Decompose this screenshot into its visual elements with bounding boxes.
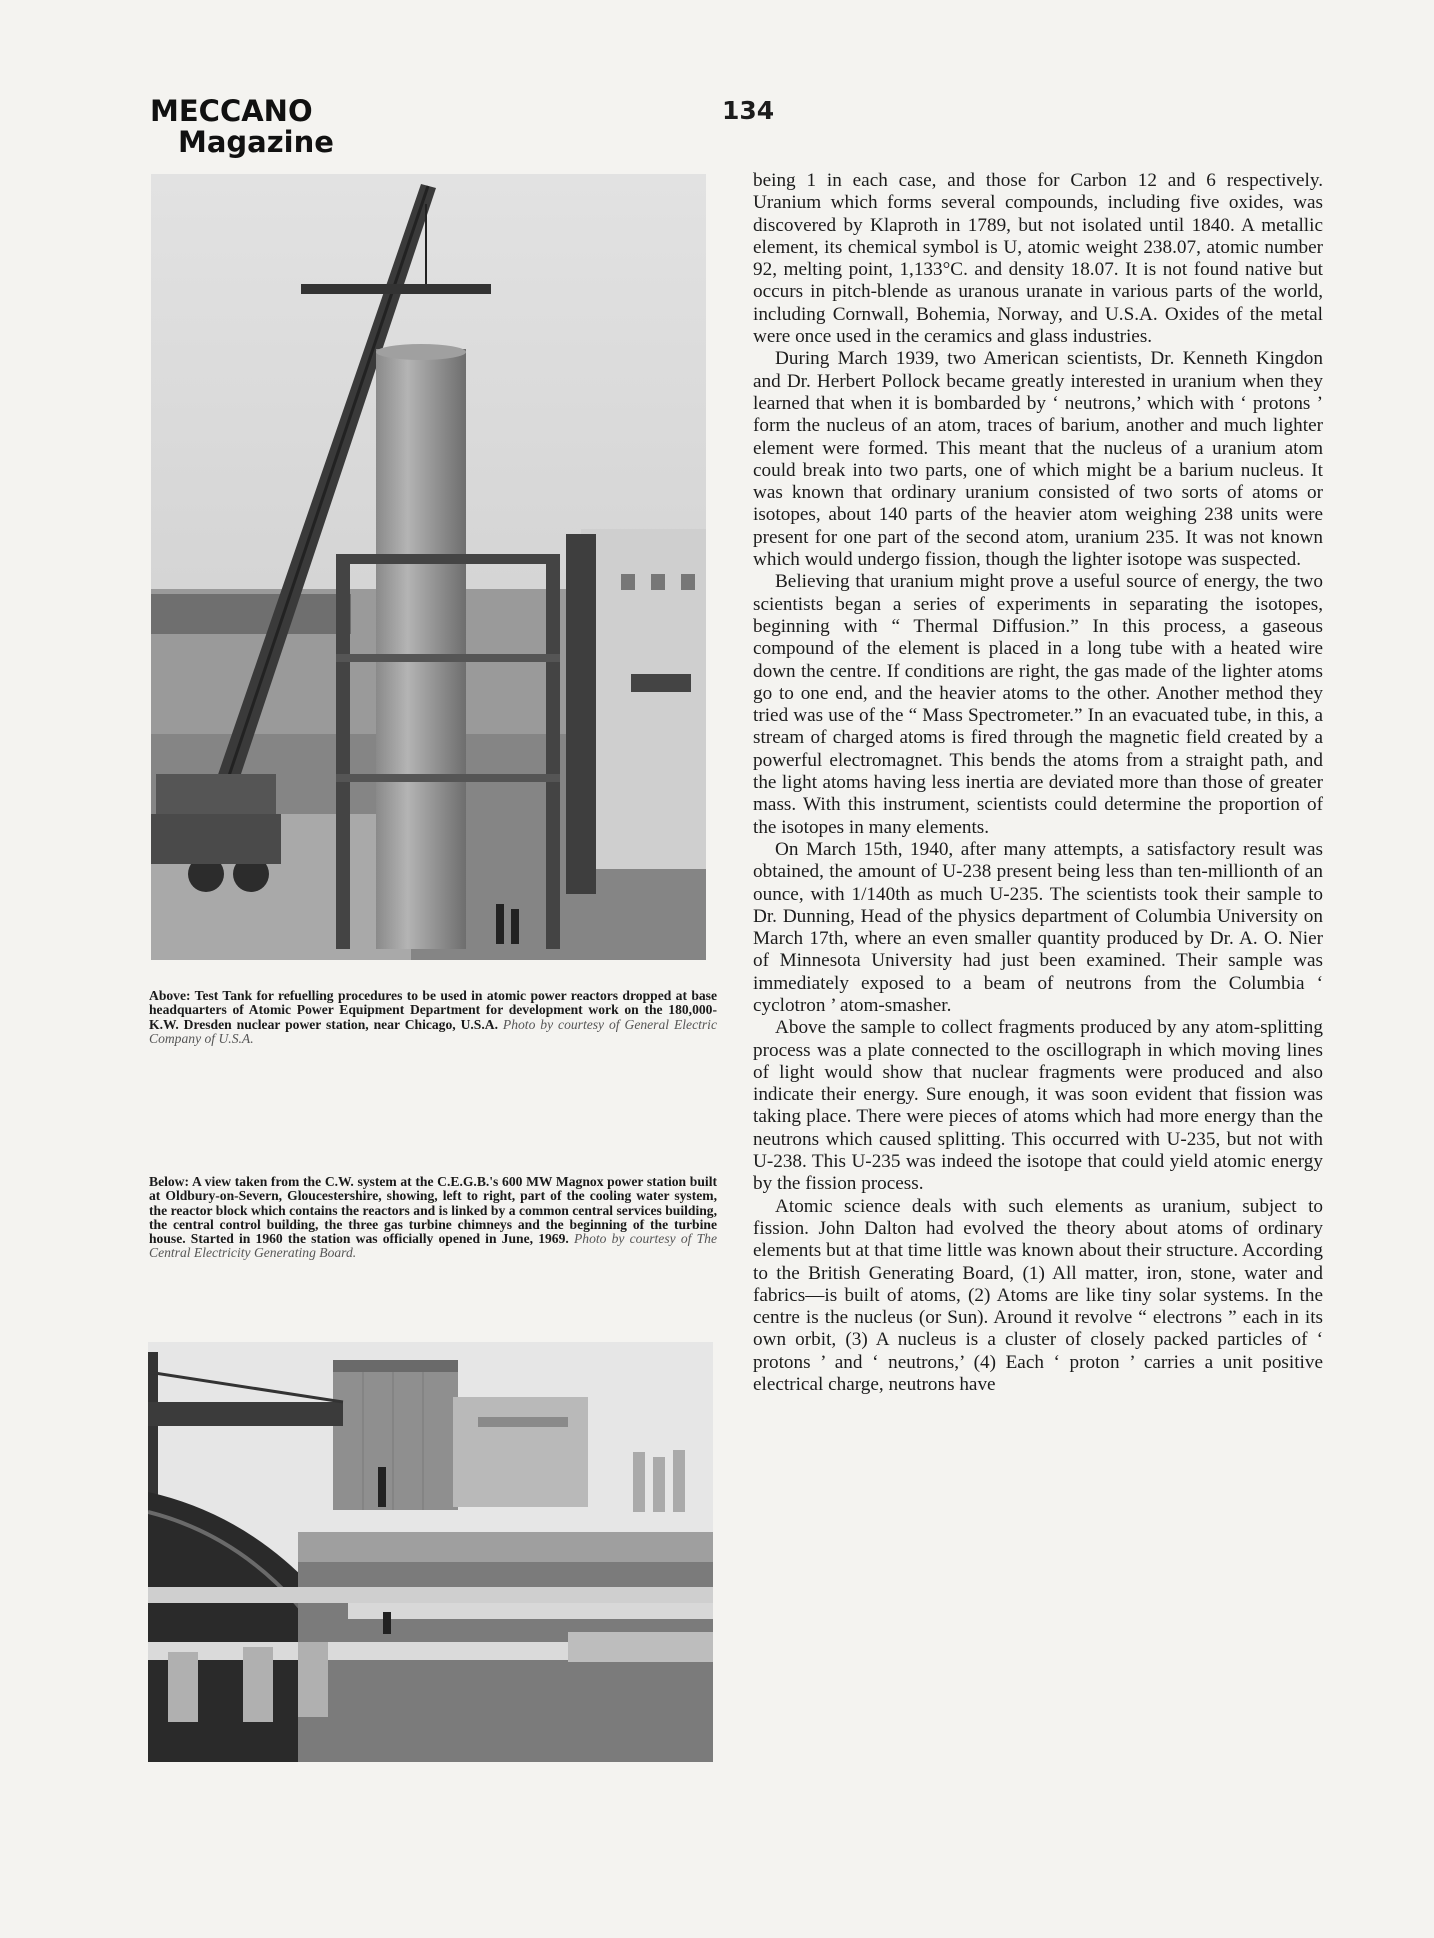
article-body <box>753 170 1323 1396</box>
article-paragraph: being 1 in each case, and those for Carbon 12 and 6 respectively. Uranium which forms several compounds, including five oxides, was discovered by Klaproth in 1789, but not isolated until 1840. A metallic element, its chemical symbol is U, atomic weight 238.07, atomic number 92, melting point, 1,133°C. and density 18.07. It is not found native but occurs in pitch-blende as uranous uranate in various parts of the world, including Cornwall, Bohemia, Norway, and U.S.A. Oxides of the metal were once used in the ceramics and glass industries. <box>753 170 1323 348</box>
bottom-caption-credit: Photo by courtesy of The Central Electricity Generating Board. <box>149 1231 717 1261</box>
top-photo-caption <box>149 989 717 1046</box>
article-paragraph: During March 1939, two American scientists, Dr. Kenneth Kingdon and Dr. Herbert Pollock became greatly interested in uranium when they learned that when it is bombarded by ‘ neutrons,’ which with ‘ protons ’ form the nucleus of an atom, traces of barium, another and much lighter element were formed. This meant that the nucleus of a uranium atom could break into two parts, one of which might be a barium nucleus. It was known that ordinary uranium consisted of two sorts of atoms or isotopes, about 140 parts of the heavier atom weighing 238 units were present for one part of the second atom, uranium 235. It was not known which would undergo fission, though the lighter isotope was suspected. <box>753 348 1323 571</box>
page-number: 134 <box>722 96 775 125</box>
top-caption-credit: Photo by courtesy of General Electric Company of U.S.A. <box>149 1016 717 1046</box>
bottom-photo-caption <box>149 1175 717 1261</box>
bottom-caption-text: Below: A view taken from the C.W. system at the C.E.G.B.'s 600 MW Magnox power station built at Oldbury-on-Severn, Gloucestershire, showing, left to right, part of the cooling water system, the reactor block which contains the reactors and is linked by a common central services building, the central control building, the three gas turbine chimneys and the beginning of the turbine house. Started in 1960 the station was officially opened in June, 1969. <box>149 1174 717 1247</box>
article-paragraph: Believing that uranium might prove a useful source of energy, the two scientists began a series of experiments in separating the isotopes, beginning with “ Thermal Diffusion.” In this process, a gaseous compound of the element is placed in a long tube with a heated wire down the centre. If conditions are right, the gas made of the lighter atoms go to one end, and the heavier atoms to the other. Another method they tried was use of the “ Mass Spectrometer.” In an evacuated tube, in this, a stream of charged atoms is fired through the magnetic field created by a powerful electromagnet. This bends the atoms from a straight path, and the light atoms having less inertia are deviated more than those of greater mass. With this instrument, scientists could determine the proportion of the isotopes in many elements. <box>753 571 1323 838</box>
article-paragraph: Above the sample to collect fragments produced by any atom-splitting process was a plate connected to the oscillograph in which moving lines of light would show that nuclear fragments were produced and also indicate their energy. Sure enough, it was soon evident that fission was taking place. There were pieces of atoms which had more energy than the neutrons which caused splitting. This occurred with U-235, but not with U-238. This U-235 was indeed the isotope that could yield atomic energy by the fission process. <box>753 1017 1323 1195</box>
top-caption-text: Above: Test Tank for refuelling procedures to be used in atomic power reactors dropped at base headquarters of Atomic Power Equipment Department for development work on the 180,000-K.W. Dresden nuclear power station, near Chicago, U.S.A. <box>149 988 717 1032</box>
article-paragraph: Atomic science deals with such elements as uranium, subject to fission. John Dalton had evolved the theory about atoms of ordinary elements but at that time little was known about their structure. According to the British Generating Board, (1) All matter, iron, stone, water and fabrics—is built of atoms, (2) Atoms are like tiny solar systems. In the centre is the nucleus (or Sun). Around it revolve “ electrons ” each in its own orbit, (3) A nucleus is a cluster of closely packed particles of ‘ protons ’ and ‘ neutrons,’ (4) Each ‘ proton ’ carries a unit positive electrical charge, neutrons have <box>753 1195 1323 1396</box>
masthead-line-2: Magazine <box>178 125 334 159</box>
magazine-masthead <box>150 96 334 158</box>
article-paragraph: On March 15th, 1940, after many attempts, a satisfactory result was obtained, the amount of U-238 present being less than ten-millionth of an ounce, with 1/140th as much U-235. The scientists took their sample to Dr. Dunning, Head of the physics department of Columbia University on March 17th, where an even smaller quantity produced by Dr. A. O. Nier of Minnesota University had just been examined. Their sample was immediately exposed to a beam of neutrons from the Columbia ‘ cyclotron ’ atom-smasher. <box>753 838 1323 1016</box>
test-tank-crane-photo <box>151 174 706 960</box>
power-station-photo <box>148 1342 713 1762</box>
masthead-line-1: MECCANO <box>150 94 313 128</box>
